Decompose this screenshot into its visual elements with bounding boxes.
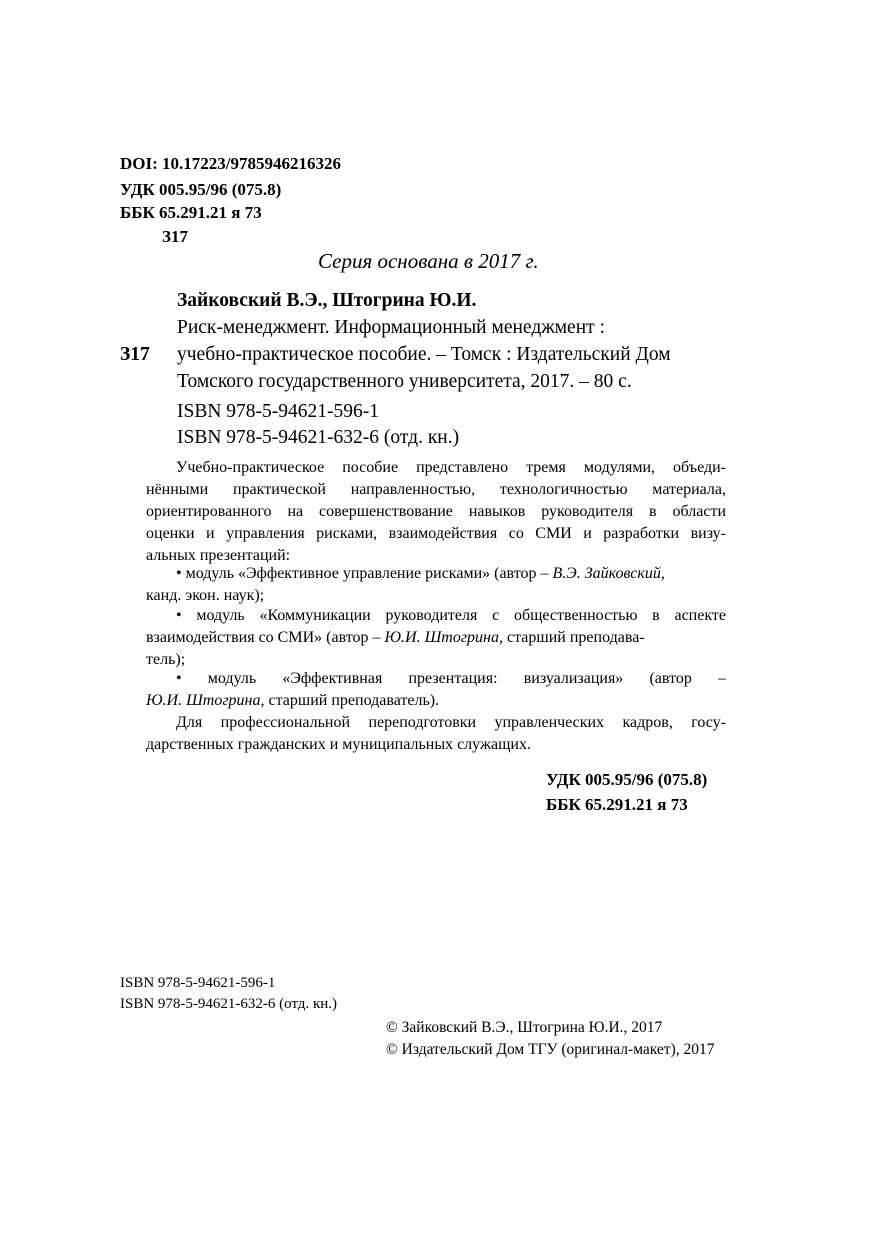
footer-isbn-2: ISBN 978-5-94621-632-6 (отд. кн.): [120, 996, 338, 1012]
bullet-module-2: • модуль «Коммуникации руководителя с общественностью в аспекте: [176, 607, 726, 624]
abstract-line: альных презентаций:: [146, 547, 291, 564]
classification-bbk: ББК 65.291.21 я 73: [546, 795, 688, 814]
isbn-2: ISBN 978-5-94621-632-6 (отд. кн.): [177, 427, 460, 448]
biblio-mark: З17: [120, 344, 150, 365]
title-line-1: Риск-менеджмент. Информационный менеджмент :: [177, 317, 605, 338]
bullet-module-3: • модуль «Эффективная презентация: визуализация» (автор –: [176, 670, 726, 687]
isbn-1: ISBN 978-5-94621-596-1: [177, 401, 380, 422]
bullet-module-2-end: тель);: [146, 651, 186, 668]
author-mark: З17: [162, 227, 188, 246]
classification-udk: УДК 005.95/96 (075.8): [546, 770, 708, 789]
series-note: Серия основана в 2017 г.: [318, 249, 539, 273]
authors: Зайковский В.Э., Штогрина Ю.И.: [177, 290, 477, 311]
abstract-line: нёнными практической направленностью, технологичностью материала,: [146, 481, 726, 498]
abstract-line: Учебно-практическое пособие представлено тремя модулями, объеди-: [176, 459, 726, 476]
title-line-2: учебно-практическое пособие. – Томск : Издательский Дом: [177, 344, 671, 365]
abstract-line: оценки и управления рисками, взаимодействия со СМИ и разработки визу-: [146, 525, 726, 542]
bullet-module-1-cont: канд. экон. наук);: [146, 587, 265, 604]
footer-isbn-1: ISBN 978-5-94621-596-1: [120, 975, 276, 991]
udk-code: УДК 005.95/96 (075.8): [120, 180, 282, 199]
doi: DOI: 10.17223/9785946216326: [120, 154, 341, 173]
copyright-authors: © Зайковский В.Э., Штогрина Ю.И., 2017: [386, 1019, 663, 1036]
bullet-module-1: • модуль «Эффективное управление рисками» (автор – В.Э. Зайковский,: [176, 565, 665, 582]
abstract-line: ориентированного на совершенствование навыков руководителя в области: [146, 503, 726, 520]
title-line-3: Томского государственного университета, 2017. – 80 с.: [177, 371, 632, 392]
copyright-publisher: © Издательский Дом ТГУ (оригинал-макет), 2017: [386, 1041, 715, 1058]
bullet-module-2-cont: взаимодействия со СМИ» (автор – Ю.И. Штогрина, старший преподава-: [146, 629, 645, 646]
bullet-module-3-cont: Ю.И. Штогрина, старший преподаватель).: [146, 692, 440, 709]
outro-line: дарственных гражданских и муниципальных служащих.: [146, 736, 531, 753]
bbk-code: ББК 65.291.21 я 73: [120, 203, 262, 222]
outro-line: Для профессиональной переподготовки управленческих кадров, госу-: [176, 714, 726, 731]
